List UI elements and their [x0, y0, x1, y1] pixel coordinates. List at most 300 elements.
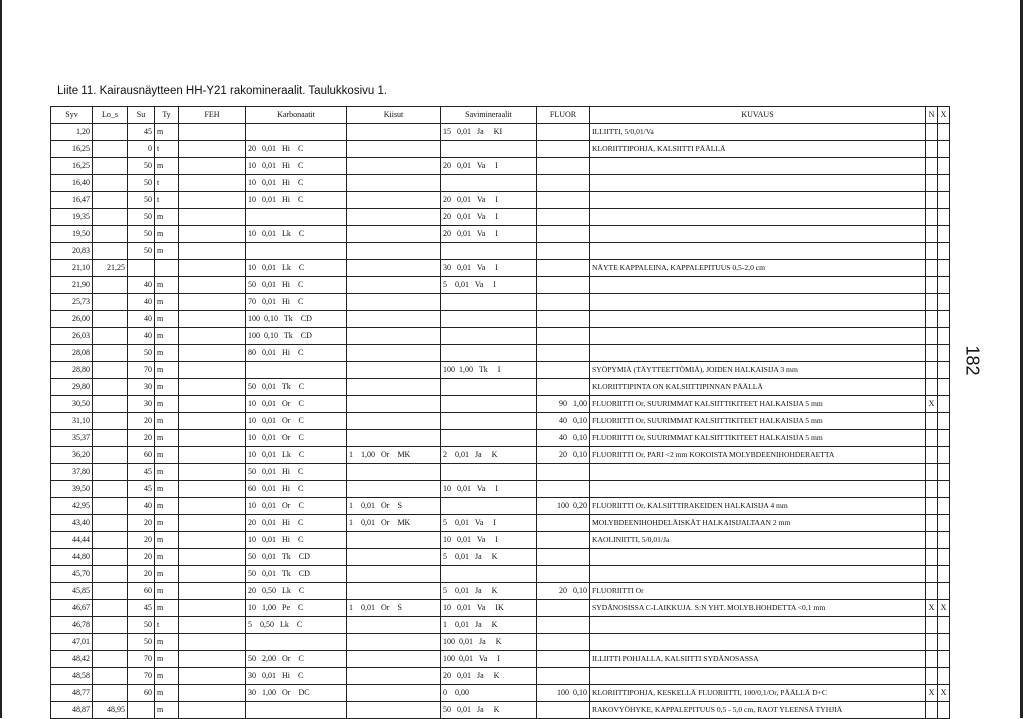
cell-su: 50: [128, 226, 155, 243]
cell-lo-s: [93, 294, 128, 311]
cell-kiisut: [347, 702, 441, 719]
cell-fluor: [537, 260, 590, 277]
cell-su: 70: [128, 651, 155, 668]
cell-n: [926, 481, 938, 498]
cell-syv: 19,35: [51, 209, 93, 226]
cell-su: 30: [128, 379, 155, 396]
cell-fluor: [537, 481, 590, 498]
cell-n: [926, 549, 938, 566]
cell-x: [938, 379, 950, 396]
cell-kuvaus: [590, 617, 926, 634]
cell-kuvaus: NÄYTE KAPPALEINA, KAPPALEPITUUS 0,5-2,0 cm: [590, 260, 926, 277]
table-row: [51, 141, 950, 158]
table-row: [51, 651, 950, 668]
table-row: [51, 175, 950, 192]
cell-ty: m: [155, 124, 179, 141]
cell-x: [938, 260, 950, 277]
cell-n: [926, 617, 938, 634]
cell-ty: m: [155, 464, 179, 481]
cell-lo-s: [93, 447, 128, 464]
cell-kiisut: [347, 532, 441, 549]
cell-x: [938, 668, 950, 685]
cell-ty: m: [155, 532, 179, 549]
cell-fluor: [537, 243, 590, 260]
cell-feh: [179, 447, 246, 464]
cell-kuvaus: FLUORIITTI Or: [590, 583, 926, 600]
cell-syv: 44,44: [51, 532, 93, 549]
cell-feh: [179, 668, 246, 685]
cell-fluor: 90 1,00: [537, 396, 590, 413]
cell-feh: [179, 430, 246, 447]
cell-savimineraalit: [441, 464, 537, 481]
cell-feh: [179, 583, 246, 600]
cell-ty: m: [155, 379, 179, 396]
cell-karbonaatit: 50 0,01 Hi C: [246, 464, 347, 481]
cell-kiisut: [347, 294, 441, 311]
cell-x: [938, 311, 950, 328]
cell-savimineraalit: 10 0,01 Va IK: [441, 600, 537, 617]
cell-su: 50: [128, 243, 155, 260]
cell-savimineraalit: 10 0,01 Va I: [441, 532, 537, 549]
cell-feh: [179, 549, 246, 566]
cell-fluor: 40 0,10: [537, 413, 590, 430]
cell-n: [926, 668, 938, 685]
cell-kiisut: [347, 617, 441, 634]
cell-lo-s: [93, 668, 128, 685]
cell-kuvaus: MOLYBDEENIHOHDELÄISKÄT HALKAISIJALTAAN 2 mm: [590, 515, 926, 532]
cell-kiisut: [347, 141, 441, 158]
cell-kiisut: 1 0,01 Or MK: [347, 515, 441, 532]
cell-syv: 25,73: [51, 294, 93, 311]
cell-savimineraalit: [441, 345, 537, 362]
cell-feh: [179, 243, 246, 260]
cell-x: [938, 362, 950, 379]
cell-syv: 16,40: [51, 175, 93, 192]
cell-savimineraalit: [441, 566, 537, 583]
cell-kuvaus: [590, 668, 926, 685]
cell-fluor: [537, 124, 590, 141]
cell-ty: m: [155, 549, 179, 566]
cell-su: 50: [128, 209, 155, 226]
cell-kiisut: [347, 566, 441, 583]
cell-kiisut: [347, 226, 441, 243]
cell-syv: 16,25: [51, 158, 93, 175]
cell-su: 60: [128, 447, 155, 464]
cell-karbonaatit: 50 0,01 Hi C: [246, 277, 347, 294]
cell-karbonaatit: 10 0,01 Lk C: [246, 260, 347, 277]
cell-n: [926, 379, 938, 396]
cell-kuvaus: [590, 328, 926, 345]
cell-lo-s: 48,95: [93, 702, 128, 719]
cell-su: 70: [128, 362, 155, 379]
table-row: [51, 668, 950, 685]
cell-ty: m: [155, 209, 179, 226]
cell-karbonaatit: [246, 243, 347, 260]
cell-ty: m: [155, 243, 179, 260]
cell-lo-s: [93, 498, 128, 515]
cell-karbonaatit: 10 0,01 Lk C: [246, 447, 347, 464]
cell-su: 50: [128, 192, 155, 209]
table-row: [51, 396, 950, 413]
cell-savimineraalit: [441, 328, 537, 345]
cell-lo-s: [93, 532, 128, 549]
cell-fluor: [537, 668, 590, 685]
table-row: [51, 515, 950, 532]
cell-n: [926, 277, 938, 294]
cell-syv: 46,67: [51, 600, 93, 617]
cell-feh: [179, 464, 246, 481]
cell-su: 20: [128, 430, 155, 447]
cell-ty: m: [155, 328, 179, 345]
cell-syv: 28,80: [51, 362, 93, 379]
cell-karbonaatit: 10 0,01 Or C: [246, 498, 347, 515]
cell-savimineraalit: [441, 413, 537, 430]
cell-savimineraalit: [441, 175, 537, 192]
cell-feh: [179, 158, 246, 175]
cell-kuvaus: ILLIITTI POHJALLA, KALSIITTI SYDÄNOSASSA: [590, 651, 926, 668]
cell-fluor: [537, 311, 590, 328]
cell-karbonaatit: 10 0,01 Or C: [246, 430, 347, 447]
cell-su: 20: [128, 515, 155, 532]
header-kiisut: Kiisut: [347, 107, 441, 124]
cell-feh: [179, 141, 246, 158]
cell-savimineraalit: 100 0,01 Va I: [441, 651, 537, 668]
table-header-row: [51, 107, 950, 124]
cell-su: 50: [128, 634, 155, 651]
cell-syv: 21,10: [51, 260, 93, 277]
cell-feh: [179, 617, 246, 634]
cell-savimineraalit: [441, 243, 537, 260]
cell-karbonaatit: [246, 209, 347, 226]
cell-karbonaatit: 20 0,01 Hi C: [246, 141, 347, 158]
cell-kiisut: [347, 430, 441, 447]
cell-x: [938, 498, 950, 515]
cell-kiisut: [347, 192, 441, 209]
cell-n: X: [926, 600, 938, 617]
cell-ty: m: [155, 583, 179, 600]
cell-karbonaatit: 20 0,50 Lk C: [246, 583, 347, 600]
cell-fluor: 100 0,10: [537, 685, 590, 702]
cell-kuvaus: [590, 226, 926, 243]
cell-n: [926, 430, 938, 447]
cell-su: 50: [128, 617, 155, 634]
cell-x: [938, 294, 950, 311]
header-feh: FEH: [179, 107, 246, 124]
cell-x: [938, 141, 950, 158]
cell-kuvaus: SYDÄNOSISSA C-LAIKKUJA. S:N YHT. MOLYB.HOHDETTA <0,1 mm: [590, 600, 926, 617]
cell-n: [926, 702, 938, 719]
cell-ty: m: [155, 481, 179, 498]
cell-n: [926, 243, 938, 260]
cell-kuvaus: FLUORIITTI Or, SUURIMMAT KALSIITTIKITEET HALKAISIJA 5 mm: [590, 430, 926, 447]
cell-x: [938, 192, 950, 209]
cell-x: [938, 430, 950, 447]
cell-kuvaus: [590, 175, 926, 192]
cell-lo-s: [93, 685, 128, 702]
cell-x: [938, 617, 950, 634]
cell-x: [938, 243, 950, 260]
cell-ty: m: [155, 447, 179, 464]
cell-su: 20: [128, 549, 155, 566]
header-lo-s: Lo_s: [93, 107, 128, 124]
cell-fluor: [537, 362, 590, 379]
table-row: [51, 566, 950, 583]
cell-lo-s: [93, 566, 128, 583]
cell-n: [926, 447, 938, 464]
cell-ty: t: [155, 175, 179, 192]
cell-savimineraalit: 0 0,00: [441, 685, 537, 702]
cell-syv: 20,83: [51, 243, 93, 260]
table-row: [51, 481, 950, 498]
cell-karbonaatit: 10 0,01 Hi C: [246, 532, 347, 549]
cell-karbonaatit: [246, 362, 347, 379]
document-title: Liite 11. Kairausnäytteen HH-Y21 rakomineraalit. Taulukkosivu 1.: [57, 85, 388, 97]
cell-feh: [179, 379, 246, 396]
cell-feh: [179, 498, 246, 515]
table-row: [51, 685, 950, 702]
cell-kuvaus: [590, 481, 926, 498]
cell-karbonaatit: [246, 124, 347, 141]
cell-fluor: [537, 566, 590, 583]
cell-kuvaus: ILLIITTI, 5/0,01/Va: [590, 124, 926, 141]
cell-lo-s: [93, 175, 128, 192]
cell-ty: m: [155, 702, 179, 719]
cell-kuvaus: KLORIITTIPINTA ON KALSIITTIPINNAN PÄÄLLÄ: [590, 379, 926, 396]
cell-n: [926, 464, 938, 481]
cell-kuvaus: [590, 277, 926, 294]
cell-syv: 28,08: [51, 345, 93, 362]
cell-feh: [179, 651, 246, 668]
cell-kiisut: [347, 124, 441, 141]
cell-karbonaatit: 10 0,01 Hi C: [246, 175, 347, 192]
cell-fluor: [537, 192, 590, 209]
cell-kiisut: [347, 209, 441, 226]
cell-x: [938, 124, 950, 141]
cell-karbonaatit: 10 1,00 Pe C: [246, 600, 347, 617]
cell-karbonaatit: 50 0,01 Tk CD: [246, 549, 347, 566]
cell-syv: 19,50: [51, 226, 93, 243]
cell-syv: 16,47: [51, 192, 93, 209]
cell-savimineraalit: [441, 430, 537, 447]
cell-n: [926, 583, 938, 600]
cell-kuvaus: [590, 464, 926, 481]
cell-su: 40: [128, 277, 155, 294]
cell-karbonaatit: 100 0,10 Tk CD: [246, 311, 347, 328]
cell-fluor: [537, 141, 590, 158]
cell-fluor: [537, 158, 590, 175]
cell-x: [938, 583, 950, 600]
cell-lo-s: [93, 328, 128, 345]
cell-savimineraalit: 1 0,01 Ja K: [441, 617, 537, 634]
cell-feh: [179, 260, 246, 277]
cell-kiisut: 1 0,01 Or S: [347, 600, 441, 617]
cell-karbonaatit: 30 1,00 Or DC: [246, 685, 347, 702]
header-fluor: FLUOR: [537, 107, 590, 124]
cell-lo-s: [93, 345, 128, 362]
cell-savimineraalit: 2 0,01 Ja K: [441, 447, 537, 464]
cell-feh: [179, 226, 246, 243]
cell-ty: m: [155, 600, 179, 617]
cell-fluor: [537, 294, 590, 311]
cell-karbonaatit: 10 0,01 Lk C: [246, 226, 347, 243]
cell-lo-s: [93, 549, 128, 566]
cell-kuvaus: [590, 294, 926, 311]
table-row: [51, 549, 950, 566]
table-row: [51, 634, 950, 651]
cell-lo-s: [93, 362, 128, 379]
table-row: [51, 600, 950, 617]
cell-kuvaus: FLUORIITTI Or, KALSIITTIRAKEIDEN HALKAISIJA 4 mm: [590, 498, 926, 515]
table-row: [51, 498, 950, 515]
cell-ty: m: [155, 498, 179, 515]
cell-kuvaus: RAKOVYÖHYKE, KAPPALEPITUUS 0,5 - 5,0 cm, RAOT YLEENSÄ TYHJIÄ: [590, 702, 926, 719]
cell-savimineraalit: [441, 311, 537, 328]
cell-savimineraalit: 5 0,01 Ja K: [441, 583, 537, 600]
cell-feh: [179, 413, 246, 430]
cell-karbonaatit: 10 0,01 Or C: [246, 413, 347, 430]
table-row: [51, 311, 950, 328]
cell-feh: [179, 702, 246, 719]
cell-n: [926, 311, 938, 328]
cell-kuvaus: KAOLINIITTI, 5/0,01/Ja: [590, 532, 926, 549]
cell-su: 50: [128, 175, 155, 192]
cell-syv: 36,20: [51, 447, 93, 464]
cell-fluor: [537, 464, 590, 481]
cell-n: [926, 413, 938, 430]
table-row: [51, 430, 950, 447]
header-x: X: [938, 107, 950, 124]
cell-lo-s: [93, 277, 128, 294]
cell-feh: [179, 175, 246, 192]
cell-su: 20: [128, 566, 155, 583]
cell-fluor: [537, 209, 590, 226]
cell-fluor: [537, 532, 590, 549]
cell-fluor: [537, 175, 590, 192]
cell-ty: [155, 260, 179, 277]
cell-fluor: 40 0,10: [537, 430, 590, 447]
cell-su: 30: [128, 396, 155, 413]
cell-savimineraalit: 100 0,01 Ja K: [441, 634, 537, 651]
cell-syv: 37,80: [51, 464, 93, 481]
cell-feh: [179, 124, 246, 141]
table-row: [51, 243, 950, 260]
cell-ty: m: [155, 362, 179, 379]
cell-ty: t: [155, 141, 179, 158]
cell-ty: t: [155, 617, 179, 634]
cell-x: [938, 702, 950, 719]
cell-ty: t: [155, 192, 179, 209]
cell-x: [938, 549, 950, 566]
table-row: [51, 413, 950, 430]
header-karbonaatit: Karbonaatit: [246, 107, 347, 124]
table-row: [51, 124, 950, 141]
cell-kuvaus: FLUORIITTI Or, SUURIMMAT KALSIITTIKITEET HALKAISIJA 5 mm: [590, 396, 926, 413]
cell-n: [926, 226, 938, 243]
cell-su: [128, 702, 155, 719]
table-row: [51, 226, 950, 243]
cell-fluor: [537, 549, 590, 566]
cell-lo-s: [93, 481, 128, 498]
cell-ty: m: [155, 413, 179, 430]
header-syv: Syv: [51, 107, 93, 124]
cell-savimineraalit: 100 1,00 Tk I: [441, 362, 537, 379]
header-n: N: [926, 107, 938, 124]
cell-kiisut: [347, 583, 441, 600]
table-row: [51, 362, 950, 379]
cell-x: [938, 209, 950, 226]
cell-su: [128, 260, 155, 277]
cell-syv: 48,87: [51, 702, 93, 719]
cell-kuvaus: FLUORIITTI Or, PARI <2 mm KOKOISTA MOLYBDEENIHOHDERAETTA: [590, 447, 926, 464]
cell-karbonaatit: [246, 634, 347, 651]
header-ty: Ty: [155, 107, 179, 124]
cell-n: [926, 124, 938, 141]
cell-kiisut: [347, 328, 441, 345]
cell-kiisut: [347, 345, 441, 362]
cell-x: [938, 328, 950, 345]
table-row: [51, 617, 950, 634]
cell-savimineraalit: 5 0,01 Va I: [441, 277, 537, 294]
cell-n: [926, 345, 938, 362]
cell-kuvaus: SYÖPYMIÄ (TÄYTTEETTÖMIÄ), JOIDEN HALKAISIJA 3 mm: [590, 362, 926, 379]
cell-syv: 21,90: [51, 277, 93, 294]
cell-lo-s: [93, 243, 128, 260]
cell-lo-s: [93, 311, 128, 328]
cell-x: [938, 447, 950, 464]
cell-syv: 48,42: [51, 651, 93, 668]
cell-feh: [179, 515, 246, 532]
cell-su: 70: [128, 668, 155, 685]
cell-fluor: [537, 651, 590, 668]
cell-feh: [179, 396, 246, 413]
cell-n: [926, 209, 938, 226]
cell-ty: m: [155, 685, 179, 702]
cell-fluor: [537, 379, 590, 396]
header-kuvaus: KUVAUS: [590, 107, 926, 124]
cell-n: [926, 328, 938, 345]
cell-su: 0: [128, 141, 155, 158]
cell-lo-s: [93, 226, 128, 243]
cell-n: [926, 192, 938, 209]
cell-kuvaus: [590, 549, 926, 566]
cell-kuvaus: [590, 311, 926, 328]
cell-lo-s: [93, 430, 128, 447]
cell-karbonaatit: 5 0,50 Lk C: [246, 617, 347, 634]
cell-savimineraalit: 15 0,01 Ja KI: [441, 124, 537, 141]
cell-savimineraalit: [441, 379, 537, 396]
cell-ty: m: [155, 566, 179, 583]
page-right-edge: [1020, 0, 1023, 718]
cell-kiisut: [347, 362, 441, 379]
cell-savimineraalit: 20 0,01 Va I: [441, 158, 537, 175]
cell-kiisut: [347, 175, 441, 192]
cell-ty: m: [155, 515, 179, 532]
cell-feh: [179, 192, 246, 209]
cell-n: [926, 141, 938, 158]
cell-x: [938, 175, 950, 192]
cell-kiisut: [347, 549, 441, 566]
cell-su: 45: [128, 464, 155, 481]
cell-syv: 1,20: [51, 124, 93, 141]
cell-x: [938, 413, 950, 430]
cell-n: [926, 294, 938, 311]
cell-syv: 26,00: [51, 311, 93, 328]
cell-ty: m: [155, 430, 179, 447]
cell-n: X: [926, 685, 938, 702]
cell-karbonaatit: 50 2,00 Or C: [246, 651, 347, 668]
cell-syv: 48,77: [51, 685, 93, 702]
cell-karbonaatit: [246, 702, 347, 719]
